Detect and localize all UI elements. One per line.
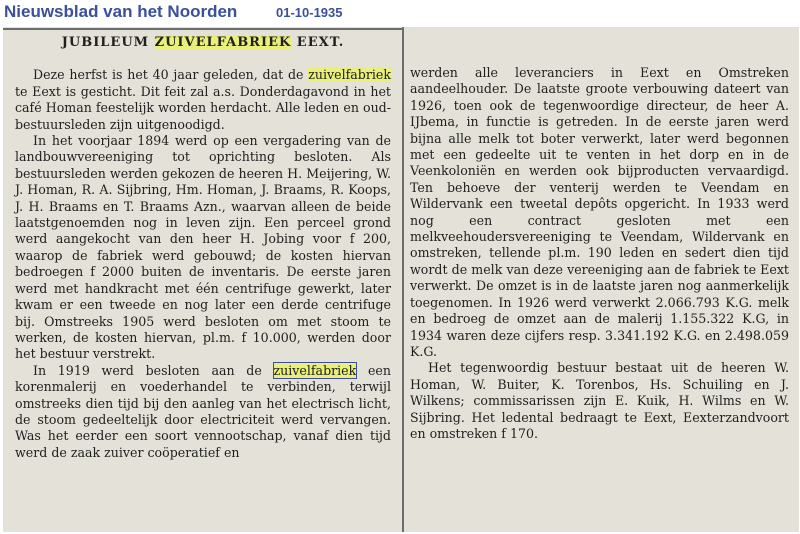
newspaper-clipping	[3, 27, 799, 532]
article-headline	[15, 35, 391, 51]
newspaper-title: Nieuwsblad van het Noorden	[4, 2, 238, 21]
intro-text-b: te Eext is gesticht. Dit feit zal a.s. Donderdagavond in het café Homan feestelijk worden herdacht. Alle leden en oud-bestuursleden zijn uitgenoodigd.	[15, 83, 391, 132]
left-column	[15, 27, 391, 461]
headline-suffix: EEXT.	[291, 35, 345, 50]
paragraph-1919	[15, 363, 391, 461]
paragraph-founding: In het voorjaar 1894 werd op een vergadering van de landbouwvereeniging tot oprichting besloten. Als bestuursleden werden gekozen de heeren H. Meijering, W. J. Homan, R. A. Sijbring, Hm. Homan, J. Braams, R. Koops, J. H. Braams en T. Braams Azn., waarvan alleen de beide laatstgenoemden nog in leven zijn. Een perceel grond werd aangekocht van den heer H. Jobing voor f 200, waarop de fabriek werd gebouwd; de kosten hiervan bedroegen f 2000 buiten de inventaris. De eerste jaren werd met handkracht met één centrifuge gewerkt, later kwam er een tweede en nog later een derde centrifuge bij. Omstreeks 1905 werd besloten om met stoom te werken, de kosten hiervan, pl.m. f 10.000, werden door het bestuur verstrekt.	[15, 133, 391, 362]
right-column	[410, 65, 789, 442]
column-divider	[402, 27, 404, 532]
page-header	[0, 0, 800, 28]
headline-highlight: ZUIVELFABRIEK	[154, 35, 292, 50]
paragraph-intro	[15, 67, 391, 133]
paragraph-continued: werden alle leveranciers in Eext en Omstreken aandeelhouder. De laatste groote verbouwing dateert van 1926, toen ook de tegenwoordige directeur, de heer A. IJbema, in functie is getreden. In de eerste jaren werd bijna alle melk tot boter verwerkt, later werd begonnen met een gedeelte uit te venten in het dorp en in de Veenkoloniën en werden ook bijproducten vervaardigd. Ten behoeve der venterij werden te Veendam en Wildervank een tweetal depôts opgericht. In 1933 werd nog een contract gesloten met een melkveehoudersvereeniging te Veendam, Wildervank en omstreken, tellende pl.m. 190 leden en sedert dien tijd wordt de melk van deze vereeniging aan de fabriek te Eext verwerkt. De omzet is in de laatste jaren nog aanmerkelijk toegenomen. In 1926 werd verwerkt 2.066.793 K.G. melk en bedroeg de omzet aan de malerij 1.155.322 K.G, in 1934 waren deze cijfers resp. 3.341.192 K.G. en 2.498.059 K.G.	[410, 65, 789, 359]
para-1919-text-a: In 1919 werd besloten aan de	[33, 362, 274, 378]
para-1919-highlight: zuivelfabriek	[273, 362, 357, 378]
headline-prefix: JUBILEUM	[61, 35, 155, 50]
intro-text-a: Deze herfst is het 40 jaar geleden, dat de	[33, 67, 309, 83]
publication-date: 01-10-1935	[276, 5, 343, 20]
para-1919-text-b: een korenmalerij en voederhandel te verbinden, terwijl omstreeks dien tijd bij den aanleg van het electrisch licht, de stoom gedeeltelijk door electriciteit werd vervangen. Was het eerder een soort vennootschap, vanaf dien tijd werd de zaak zuiver coöperatief en	[15, 362, 391, 460]
paragraph-board: Het tegenwoordig bestuur bestaat uit de heeren W. Homan, W. Buiter, K. Torenbos, Hs. Schuiling en J. Wilkens; commissarissen zijn E. Kuik, H. Wilms en W. Sijbring. Het ledental bedraagt te Eext, Eexterzandvoort en omstreken f 170.	[410, 360, 789, 441]
intro-highlight: zuivelfabriek	[308, 67, 391, 83]
